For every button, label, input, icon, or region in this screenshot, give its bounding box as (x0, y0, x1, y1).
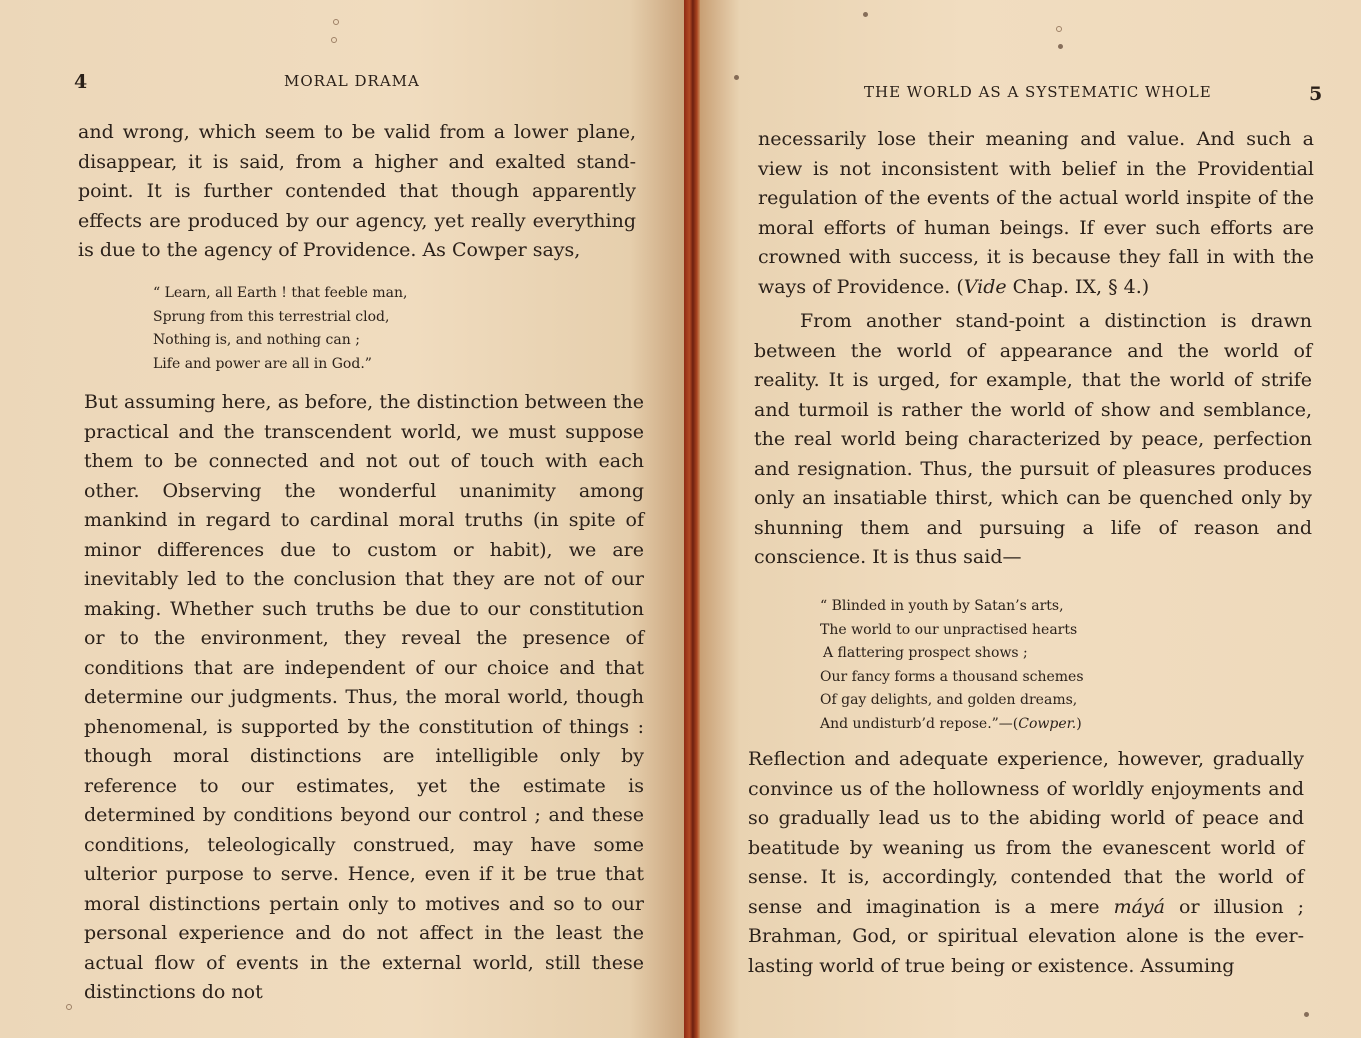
verse-line: Our fancy forms a thousand schemes (820, 668, 1084, 685)
verse-line-last (820, 713, 1084, 737)
left-verse-quote (153, 282, 407, 376)
running-head: THE WORLD AS A SYSTEMATIC WHOLE (864, 83, 1212, 101)
left-paragraph-1 (78, 118, 636, 266)
verse-line: A flattering prospect shows ; (823, 645, 1028, 661)
right-paragraph-1 (758, 125, 1314, 302)
paper-speck (734, 75, 739, 80)
paper-speck (333, 19, 339, 25)
right-paragraph-3 (748, 745, 1304, 981)
paragraph-text: necessarily lose their meaning and value. And such a view is not inconsistent with belief in the Providential regulation of the events of the actual world inspite of the moral efforts of human beings. If ever such efforts are crowned with success, it is because they fall in with the ways of Providence. ( (758, 128, 1314, 298)
verse-line-text: And undisturb’d repose.”—( (820, 715, 1019, 732)
attribution: Cowper. (1018, 715, 1077, 732)
paragraph-text: Reflection and adequate experience, however, gradually convince us of the hollowness of worldly enjoyments and so gradually lead us to the abiding world of peace and beatitude by weaning us from the evanescent world of sense. It is, accordingly, contended that the world of sense and imagination is a mere (748, 748, 1304, 918)
page-number: 4 (74, 71, 89, 93)
verse-line: Nothing is, and nothing can ; (153, 332, 360, 348)
left-paragraph-2 (84, 388, 644, 1008)
paper-speck (331, 37, 337, 43)
paragraph-text: Chap. IX, § 4.) (1006, 275, 1150, 298)
verse-line: Of gay delights, and golden dreams, (820, 692, 1078, 708)
verse-line: “ Blinded in youth by Satan’s arts, (820, 598, 1064, 614)
paragraph-text: From another stand-point a distinction is drawn between the world of appearance and the world of reality. It is urged, for example, that the world of strife and turmoil is rather the world of show and semblance, the real world being characterized by peace, perfection and resignation. Thus, the pursuit of pleasures produces only an insatiable thirst, which can be quenched only by shunning them and pursuing a life of reason and conscience. It is thus said— (754, 310, 1312, 568)
verse-line: Life and power are all in God.” (153, 355, 372, 372)
right-verse-quote (820, 595, 1084, 736)
paragraph-text: But assuming here, as before, the distinction between the practical and the transcendent world, we must suppose them to be connected and not out of touch with each other. Observing the wonderful unanimity among mankind in regard to cardinal moral truths (in spite of minor differences due to custom or habit), we are inevitably led to the conclusion that they are not of our making. Whether such truths be due to our constitution or to the environment, they reveal the presence of conditions that are independent of our choice and that determine our judgments. Thus, the moral world, though phenomenal, is supported by the constitution of things : though moral distinctions are intelligible only by reference to our estimates, yet the estimate is determined by conditions beyond our control ; and these conditions, teleologically construed, may have some ulterior purpose to serve. Hence, even if it be true that moral distinctions pertain only to motives and so to our personal experience and do not affect in the least the actual flow of events in the external world, still these distinctions do not (84, 391, 644, 1003)
paper-speck (1304, 1012, 1309, 1017)
right-paragraph-2 (754, 307, 1312, 573)
right-page (700, 0, 1361, 1038)
paragraph-text: or illusion ; Brahman, God, or spiritual elevation alone is the ever-lasting world of true being or existence. Assuming (748, 895, 1305, 977)
paper-speck (1058, 44, 1063, 49)
verse-line: The world to our unpractised hearts (820, 621, 1078, 638)
paragraph-text: and wrong, which seem to be valid from a lower plane, disappear, it is said, from a higher and exalted stand-point. It is further contended that though apparently effects are produced by our agency, yet really everything is due to the agency of Providence. As Cowper says, (78, 121, 636, 261)
running-head: MORAL DRAMA (284, 72, 420, 90)
paper-speck (863, 12, 868, 17)
verse-line: Sprung from this terrestrial clod, (153, 308, 390, 325)
paper-speck (66, 1004, 72, 1010)
verse-line: “ Learn, all Earth ! that feeble man, (153, 285, 408, 301)
book-gutter (684, 0, 700, 1038)
attribution-close: ) (1076, 715, 1082, 732)
maya-italic: máyá (1113, 895, 1165, 918)
page-number: 5 (1309, 83, 1324, 105)
paper-speck (1056, 26, 1062, 32)
vide-italic: Vide (963, 275, 1007, 298)
